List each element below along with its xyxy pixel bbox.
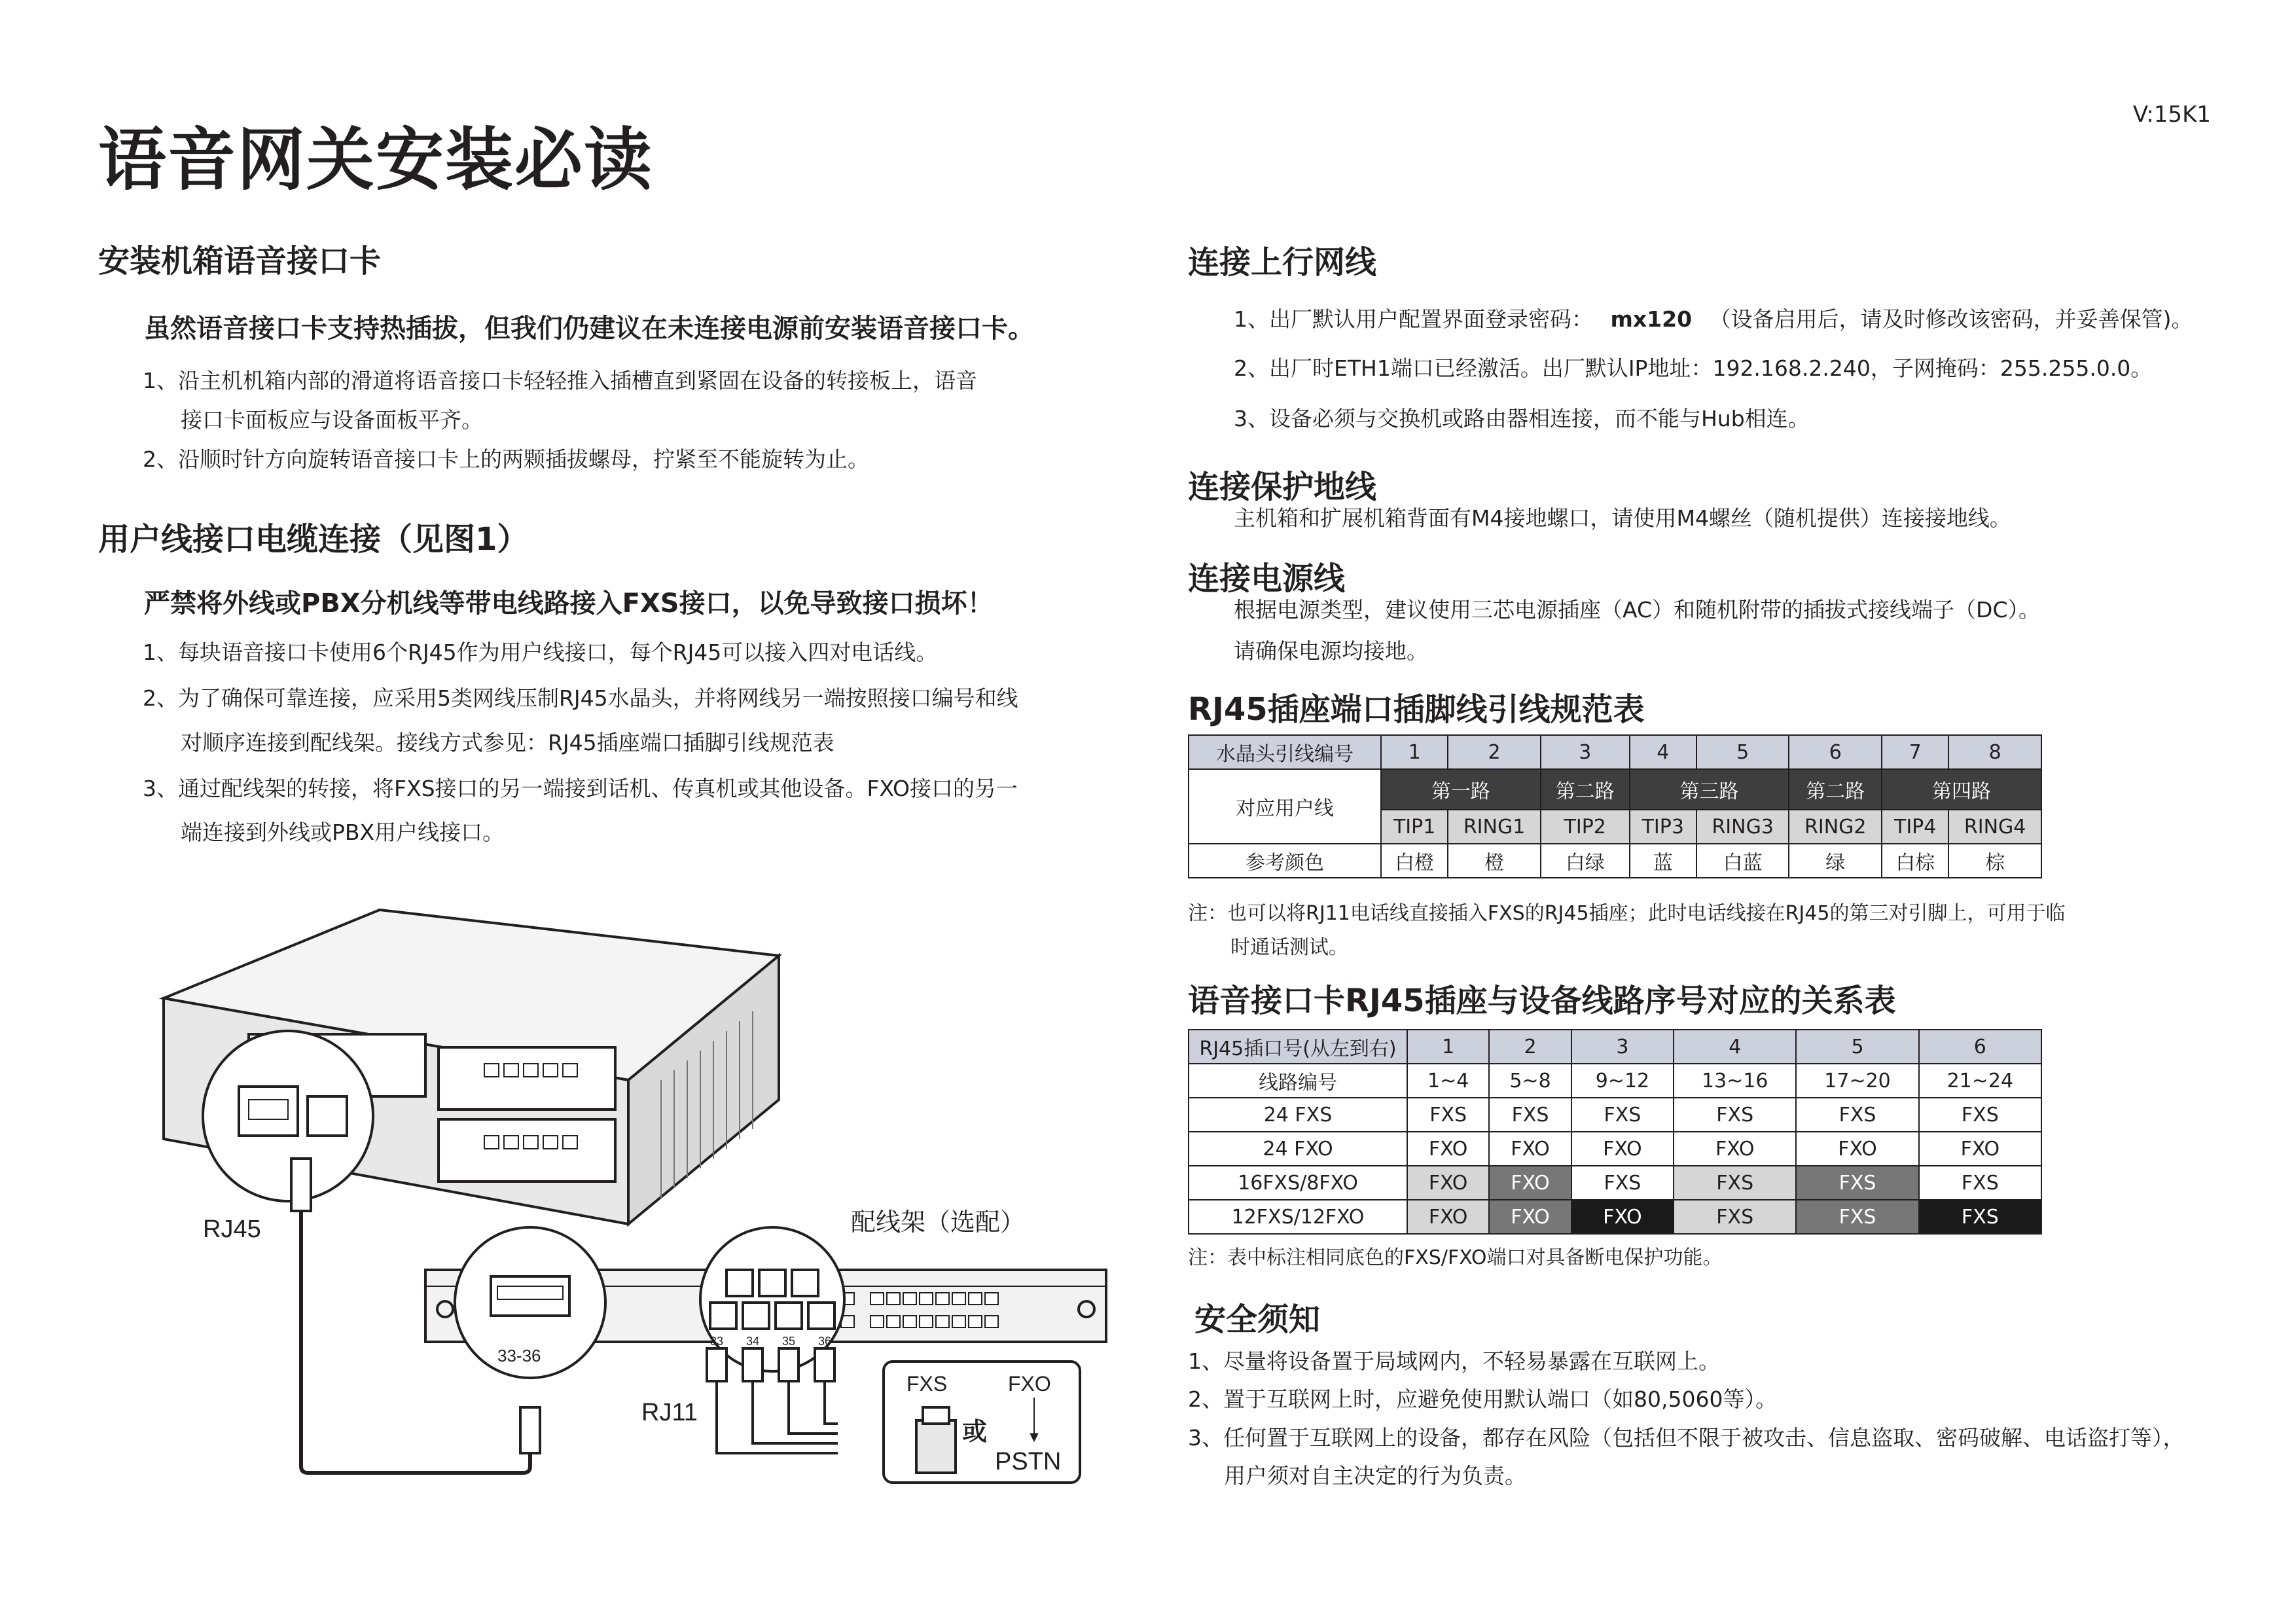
cell: FXS xyxy=(1571,1098,1674,1132)
port-6: 6 xyxy=(1919,1030,2041,1064)
pin-8: 8 xyxy=(1948,735,2041,769)
port-range-label: 33-36 xyxy=(497,1346,541,1365)
port-number-34: 34 xyxy=(746,1335,760,1348)
table-row xyxy=(1189,1166,2041,1200)
safety-item-1: 1、尽量将设备置于局域网内，不轻易暴露在互联网上。 xyxy=(1188,1348,1720,1374)
cell: FXS xyxy=(1796,1200,1918,1234)
cell: FXS xyxy=(1571,1166,1674,1200)
port-number-36: 36 xyxy=(818,1335,832,1348)
cell: FXS xyxy=(1796,1166,1918,1200)
signal-3: TIP2 xyxy=(1541,810,1630,844)
color-5: 白蓝 xyxy=(1696,844,1789,878)
cable-step-3: 3、通过配线架的转接，将FXS接口的另一端接到话机、传真机或其他设备。FXO接口的另一 xyxy=(143,776,1018,801)
signal-4: TIP3 xyxy=(1630,810,1696,844)
table2-heading: 语音接口卡RJ45插座与设备线路序号对应的关系表 xyxy=(1188,983,1896,1019)
port-1: 1 xyxy=(1407,1030,1489,1064)
cell: FXS xyxy=(1674,1166,1796,1200)
cell: FXO xyxy=(1489,1200,1571,1234)
cell: FXO xyxy=(1407,1132,1489,1166)
cable-step-2-cont: 对顺序连接到配线架。接线方式参见：RJ45插座端口插脚引线规范表 xyxy=(181,730,834,755)
pstn-label: PSTN xyxy=(995,1448,1062,1475)
route-2: 第二路 xyxy=(1541,769,1630,810)
signal-2: RING1 xyxy=(1448,810,1541,844)
cell: 1~4 xyxy=(1407,1064,1489,1098)
pin-7: 7 xyxy=(1882,735,1948,769)
ground-heading: 连接保护地线 xyxy=(1188,469,1377,505)
cell: FXS xyxy=(1674,1200,1796,1234)
row-label: 24 FXO xyxy=(1189,1132,1407,1166)
version-label: V:15K1 xyxy=(2132,101,2211,128)
signal-1: TIP1 xyxy=(1381,810,1448,844)
table1-note-2: 时通话测试。 xyxy=(1230,936,1348,959)
uplink-heading: 连接上行网线 xyxy=(1188,244,1377,281)
pin-1: 1 xyxy=(1381,735,1448,769)
table1-note-1: 注：也可以将RJ11电话线直接插入FXS的RJ45插座；此时电话线接在RJ45的第三对引脚上，可用于临 xyxy=(1188,902,2066,925)
color-7: 白棕 xyxy=(1882,844,1948,878)
signal-5: RING3 xyxy=(1696,810,1789,844)
rj45-pin-table xyxy=(1188,734,2042,878)
uplink-item-1-prefix: 1、出厂默认用户配置界面登录密码： xyxy=(1234,306,1593,332)
cell: FXO xyxy=(1489,1166,1571,1200)
power-text-2: 请确保电源均接地。 xyxy=(1234,638,1428,664)
color-4: 蓝 xyxy=(1630,844,1696,878)
pin-4: 4 xyxy=(1630,735,1696,769)
route-2b: 第二路 xyxy=(1789,769,1882,810)
pin-3: 3 xyxy=(1541,735,1630,769)
safety-item-2: 2、置于互联网上时，应避免使用默认端口（如80,5060等）。 xyxy=(1188,1386,1777,1412)
table-row xyxy=(1189,1064,2041,1098)
power-text-1: 根据电源类型，建议使用三芯电源插座（AC）和随机附带的插拔式接线端子（DC）。 xyxy=(1234,597,2040,623)
cell: FXS xyxy=(1919,1166,2041,1200)
cell: 13~16 xyxy=(1674,1064,1796,1098)
signal-8: RING4 xyxy=(1948,810,2041,844)
or-label: 或 xyxy=(962,1417,988,1446)
row-label: 24 FXS xyxy=(1189,1098,1407,1132)
install-step-2: 2、沿顺时针方向旋转语音接口卡上的两颗插拔螺母，拧紧至不能旋转为止。 xyxy=(143,446,869,472)
port-number-33: 33 xyxy=(710,1335,724,1348)
color-2: 橙 xyxy=(1448,844,1541,878)
pin-6: 6 xyxy=(1789,735,1882,769)
power-heading: 连接电源线 xyxy=(1188,560,1346,597)
safety-item-3-cont: 用户须对自主决定的行为负责。 xyxy=(1224,1463,1526,1489)
table-row xyxy=(1189,1132,2041,1166)
cell: FXO xyxy=(1796,1132,1918,1166)
default-password: mx120 xyxy=(1610,306,1693,332)
pin-row-label: 水晶头引线编号 xyxy=(1189,735,1381,769)
rj45-label: RJ45 xyxy=(203,1216,261,1243)
table2-note: 注：表中标注相同底色的FXS/FXO端口对具备断电保护功能。 xyxy=(1188,1246,1723,1269)
signal-6: RING2 xyxy=(1789,810,1882,844)
route-row xyxy=(1189,769,2041,810)
safety-heading: 安全须知 xyxy=(1194,1301,1321,1338)
uplink-item-1 xyxy=(1234,306,2193,333)
cell: FXS xyxy=(1796,1098,1918,1132)
port-number-35: 35 xyxy=(782,1335,796,1348)
cable-step-2: 2、为了确保可靠连接，应采用5类网线压制RJ45水晶头，并将网线另一端按照接口编号和线 xyxy=(143,685,1018,711)
port-header-label: RJ45插口号(从左到右) xyxy=(1189,1030,1407,1064)
section-cable-warning: 严禁将外线或PBX分机线等带电线路接入FXS接口，以免导致接口损坏！ xyxy=(144,588,994,619)
color-8: 棕 xyxy=(1948,844,2041,878)
route-3: 第三路 xyxy=(1630,769,1789,810)
cell: FXS xyxy=(1919,1200,2041,1234)
color-1: 白橙 xyxy=(1381,844,1448,878)
cell: FXS xyxy=(1919,1098,2041,1132)
fxo-label: FXO xyxy=(1008,1372,1051,1396)
color-6: 绿 xyxy=(1789,844,1882,878)
section-install-card-heading: 安装机箱语音接口卡 xyxy=(98,243,382,280)
port-2: 2 xyxy=(1489,1030,1571,1064)
uplink-item-1-suffix: （设备启用后，请及时修改该密码，并妥善保管)。 xyxy=(1709,306,2193,332)
install-step-1: 1、沿主机机箱内部的滑道将语音接口卡轻轻推入插槽直到紧固在设备的转接板上，语音 xyxy=(143,368,977,393)
pin-5: 5 xyxy=(1696,735,1789,769)
cell: FXO xyxy=(1571,1132,1674,1166)
row-label: 16FXS/8FXO xyxy=(1189,1166,1407,1200)
port-4: 4 xyxy=(1674,1030,1796,1064)
route-1: 第一路 xyxy=(1381,769,1541,810)
row-label: 12FXS/12FXO xyxy=(1189,1200,1407,1234)
cell: FXO xyxy=(1407,1200,1489,1234)
cell: FXO xyxy=(1489,1132,1571,1166)
signal-7: TIP4 xyxy=(1882,810,1948,844)
route-row-label: 对应用户线 xyxy=(1189,769,1381,844)
port-header-row xyxy=(1189,1030,2041,1064)
cell: FXO xyxy=(1919,1132,2041,1166)
fxs-label: FXS xyxy=(906,1372,948,1396)
section-install-card-warning: 虽然语音接口卡支持热插拔，但我们仍建议在未连接电源前安装语音接口卡。 xyxy=(144,314,1034,344)
cell: FXO xyxy=(1674,1132,1796,1166)
page-title: 语音网关安装必读 xyxy=(98,120,654,200)
uplink-item-3: 3、设备必须与交换机或路由器相连接，而不能与Hub相连。 xyxy=(1234,406,1810,431)
patch-panel-label: 配线架（选配） xyxy=(851,1208,1026,1236)
cell: FXS xyxy=(1674,1098,1796,1132)
wiring-diagram xyxy=(151,890,1119,1512)
color-row-label: 参考颜色 xyxy=(1189,844,1381,878)
cell: 21~24 xyxy=(1919,1064,2041,1098)
row-label: 线路编号 xyxy=(1189,1064,1407,1098)
port-5: 5 xyxy=(1796,1030,1918,1064)
cell: 17~20 xyxy=(1796,1064,1918,1098)
rj45-zoom-circle xyxy=(203,1031,373,1201)
pin-number-row xyxy=(1189,735,2041,769)
cell: 9~12 xyxy=(1571,1064,1674,1098)
section-cable-heading: 用户线接口电缆连接（见图1） xyxy=(98,521,529,558)
cell: FXO xyxy=(1407,1166,1489,1200)
cable-step-3-cont: 端连接到外线或PBX用户线接口。 xyxy=(181,820,505,845)
port-3: 3 xyxy=(1571,1030,1674,1064)
cell: FXS xyxy=(1407,1098,1489,1132)
table1-heading: RJ45插座端口插脚线引线规范表 xyxy=(1188,691,1645,728)
safety-item-3: 3、任何置于互联网上的设备，都存在风险（包括但不限于被攻击、信息盗取、密码破解、电话盗打等）， xyxy=(1188,1425,2185,1451)
color-3: 白绿 xyxy=(1541,844,1630,878)
route-4: 第四路 xyxy=(1882,769,2041,810)
rj45-line-mapping-table xyxy=(1188,1029,2042,1235)
ground-text: 主机箱和扩展机箱背面有M4接地螺口，请使用M4螺丝（随机提供）连接接地线。 xyxy=(1234,505,2011,531)
color-row xyxy=(1189,844,2041,878)
cell: FXO xyxy=(1571,1200,1674,1234)
cable-step-1: 1、每块语音接口卡使用6个RJ45作为用户线接口，每个RJ45可以接入四对电话线。 xyxy=(143,640,938,665)
cell: FXS xyxy=(1489,1098,1571,1132)
table-row xyxy=(1189,1098,2041,1132)
install-step-1-cont: 接口卡面板应与设备面板平齐。 xyxy=(181,407,483,433)
rj11-label: RJ11 xyxy=(641,1399,698,1426)
cell: 5~8 xyxy=(1489,1064,1571,1098)
pin-2: 2 xyxy=(1448,735,1541,769)
uplink-item-2: 2、出厂时ETH1端口已经激活。出厂默认IP地址：192.168.2.240，子网掩码：255.255.0.0。 xyxy=(1234,355,2153,381)
table-row xyxy=(1189,1200,2041,1234)
